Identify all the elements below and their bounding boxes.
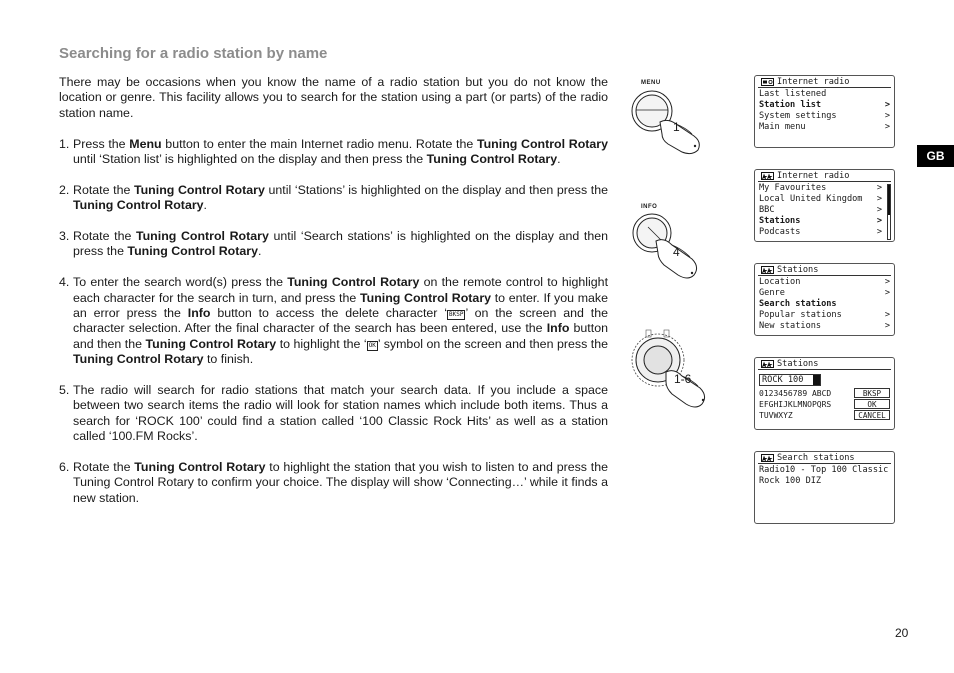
star-folder-icon: [761, 360, 774, 368]
lcd-title: Stations: [777, 264, 819, 275]
tuning-rotary-illustration: [626, 328, 722, 412]
lcd-title: Search stations: [777, 452, 855, 463]
lcd-menu-item: My Favourites >: [759, 183, 882, 193]
star-folder-icon: [761, 266, 774, 274]
ok-symbol-icon: OK: [368, 341, 376, 349]
bksp-symbol-icon: BKSP: [449, 311, 464, 319]
lcd-keyboard-row: 0123456789 ABCD BKSP: [755, 388, 894, 399]
hand-turning-rotary-icon: [626, 328, 722, 412]
intro-paragraph: There may be occasions when you know the name of a radio station but you do not know the location or genre. This facility allows you to search for the station using a part (or parts) of the radio station name.: [59, 75, 608, 120]
lcd-screen-search-results: [754, 451, 895, 524]
step-callout: 1: [673, 120, 680, 134]
body-text: [59, 75, 608, 522]
lcd-title-bar: [758, 359, 891, 370]
step-callout: 4: [673, 245, 680, 259]
lcd-menu-item: BBC >: [759, 205, 882, 215]
step-2: 2. Rotate the Tuning Control Rotary until ‘Stations’ is highlighted on the display and then press the Tuning Control Rotary.: [59, 182, 608, 213]
menu-knob-illustration: [628, 78, 720, 156]
lcd-menu-item-selected: Stations >: [759, 216, 882, 226]
lcd-ok-button: OK: [854, 399, 890, 409]
text-cursor: [813, 375, 820, 385]
step-1: 1. Press the Menu button to enter the main Internet radio menu. Rotate the Tuning Control Rotary until ‘Station list’ is highlighted on the display and then press the Tuning Control Rotary.: [59, 136, 608, 167]
section-heading: Searching for a radio station by name: [59, 45, 328, 62]
lcd-menu-item: Local United Kingdom >: [759, 194, 882, 204]
lcd-menu-item: Location >: [759, 277, 890, 287]
lcd-title: Internet radio: [777, 170, 850, 181]
lcd-menu-item-selected: Search stations: [759, 299, 837, 309]
star-folder-icon: [761, 454, 774, 462]
knob-label: INFO: [641, 204, 658, 210]
hand-pressing-knob-icon: [628, 203, 720, 283]
language-tab: GB: [917, 145, 954, 167]
lcd-keyboard-row: EFGHIJKLMNOPQRS OK: [755, 399, 894, 410]
lcd-screen-internet-radio: [754, 75, 895, 148]
lcd-title: Stations: [777, 358, 819, 369]
lcd-scrollbar-thumb: [888, 185, 890, 215]
info-knob-illustration: [628, 203, 720, 283]
lcd-title-bar: [758, 77, 891, 88]
star-folder-icon: [761, 172, 774, 180]
step-3: 3. Rotate the Tuning Control Rotary until ‘Search stations’ is highlighted on the display and then press the Tuning Control Rotary.: [59, 229, 608, 259]
lcd-title-bar: [758, 171, 891, 182]
step-number: 2.: [59, 182, 70, 197]
lcd-menu-item: System settings >: [759, 111, 890, 121]
step-number: 6.: [59, 460, 70, 475]
lcd-bksp-button: BKSP: [854, 388, 890, 398]
lcd-menu-item-selected: Station list >: [759, 100, 890, 110]
lcd-screen-internet-radio-list: [754, 169, 895, 242]
lcd-screen-stations: [754, 263, 895, 336]
lcd-title-bar: [758, 265, 891, 276]
lcd-menu-item: New stations >: [759, 321, 890, 331]
lcd-result-item: Rock 100 DIZ: [759, 476, 822, 486]
step-number: 4.: [59, 275, 70, 290]
lcd-title: Internet radio: [777, 76, 850, 87]
radio-icon: [761, 78, 774, 86]
lcd-result-item: Radio10 - Top 100 Classic: [759, 465, 889, 475]
lcd-menu-item: Popular stations >: [759, 310, 890, 320]
hand-pressing-knob-icon: [628, 78, 720, 156]
lcd-title-bar: [758, 453, 891, 464]
step-number: 5.: [59, 383, 70, 398]
lcd-menu-item: Genre >: [759, 288, 890, 298]
lcd-menu-item: Podcasts >: [759, 227, 882, 237]
page-number: 20: [895, 626, 909, 640]
step-6: 6. Rotate the Tuning Control Rotary to highlight the station that you wish to listen to and press the Tuning Control Rotary to confirm your choice. The display will show ‘Connecting…’ while it finds a new station.: [59, 460, 608, 505]
step-5: 5. The radio will search for radio stations that match your search data. If you include a space between two search items the radio will look for station names which include both items. Thus a search for ‘ROCK 100’ could find a station called ‘100 Classic Rock Hits’ as well as a station called ‘100.FM Rocks’.: [59, 383, 608, 444]
lcd-search-field: ROCK 100: [759, 374, 821, 386]
step-number: 3.: [59, 229, 70, 244]
knob-label: MENU: [641, 80, 661, 86]
lcd-menu-item: Last listened: [759, 89, 827, 99]
step-4: 4. To enter the search word(s) press the Tuning Control Rotary on the remote control to highlight each character for the search in turn, and press the Tuning Control Rotary to enter. If you make an error press the Info button to access the delete character ‘ BKSP ’ on the screen and the character selection. After the final character of the search has been entered, use the Info button and then the Tuning Control Rotary to highlight the ‘ OK ’ symbol on the screen and then press the Tuning Control Rotary to finish.: [59, 275, 609, 367]
step-number: 1.: [59, 136, 70, 151]
lcd-screen-search-keyboard: [754, 357, 895, 430]
lcd-cancel-button: CANCEL: [854, 410, 890, 420]
lcd-scrollbar: [887, 184, 891, 240]
lcd-menu-item: Main menu >: [759, 122, 890, 132]
step-callout: 1-6: [674, 372, 692, 386]
lcd-keyboard-row: TUVWXYZ CANCEL: [755, 410, 894, 421]
